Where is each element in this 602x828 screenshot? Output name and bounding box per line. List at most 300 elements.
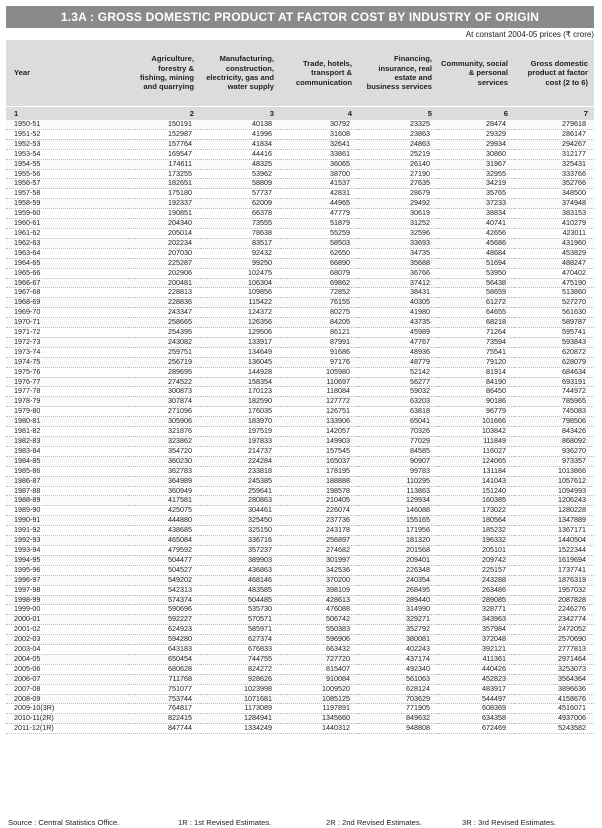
header-manufacturing: Manufacturing, construction, electricity, gas and water supply [200,40,280,107]
row-value: 202234 [128,238,200,248]
row-value: 352792 [358,625,438,635]
row-value: 4158676 [514,694,594,704]
row-value: 78638 [200,228,280,238]
row-value: 44965 [280,199,358,209]
row-value: 226074 [280,506,358,516]
row-value: 84190 [438,377,514,387]
row-year: 1976-77 [6,377,128,387]
row-value: 91686 [280,347,358,357]
row-value: 847744 [128,724,200,734]
row-value: 113863 [358,486,438,496]
row-value: 1284941 [200,714,280,724]
row-value: 357984 [438,625,514,635]
row-year: 1973-74 [6,347,128,357]
row-year: 1962-63 [6,238,128,248]
row-value: 175180 [128,189,200,199]
table-row [6,308,594,318]
row-value: 31967 [438,159,514,169]
row-value: 425075 [128,506,200,516]
row-value: 680628 [128,664,200,674]
row-year: 2000-01 [6,615,128,625]
table-row [6,209,594,219]
row-year: 2004-05 [6,654,128,664]
row-value: 183970 [200,417,280,427]
row-value: 4516071 [514,704,594,714]
row-value: 58809 [200,179,280,189]
row-value: 146088 [358,506,438,516]
row-value: 144928 [200,367,280,377]
table-row [6,248,594,258]
row-value: 2971464 [514,654,594,664]
row-year: 1972-73 [6,337,128,347]
header-agriculture: Agriculture, forestry & fishing, mining and quarrying [128,40,200,107]
row-year: 1951-52 [6,129,128,139]
row-value: 31608 [280,129,358,139]
row-value: 105980 [280,367,358,377]
row-value: 289085 [438,595,514,605]
column-number: 3 [200,107,280,121]
row-value: 42656 [438,228,514,238]
row-value: 301997 [280,555,358,565]
row-value: 693191 [514,377,594,387]
row-value: 224284 [200,456,280,466]
row-value: 109856 [200,288,280,298]
row-value: 55259 [280,228,358,238]
row-value: 268495 [358,585,438,595]
row-value: 35765 [438,189,514,199]
table-row [6,466,594,476]
row-value: 798506 [514,417,594,427]
row-value: 76155 [280,298,358,308]
row-value: 150191 [128,120,200,129]
row-value: 506742 [280,615,358,625]
row-year: 2007-08 [6,684,128,694]
row-value: 32955 [438,169,514,179]
row-value: 33693 [358,238,438,248]
row-value: 233818 [200,466,280,476]
row-value: 174611 [128,159,200,169]
row-value: 561063 [358,674,438,684]
source-footer [8,818,596,827]
row-value: 488247 [514,258,594,268]
row-value: 304461 [200,506,280,516]
table-row [6,278,594,288]
table-row [6,129,594,139]
row-value: 77029 [358,437,438,447]
table-row [6,387,594,397]
table-row [6,258,594,268]
row-value: 676833 [200,645,280,655]
row-value: 210405 [280,496,358,506]
row-value: 101666 [438,417,514,427]
row-value: 243288 [438,575,514,585]
row-value: 289695 [128,367,200,377]
row-value: 948808 [358,724,438,734]
row-value: 157764 [128,139,200,149]
row-value: 374948 [514,199,594,209]
row-value: 744972 [514,387,594,397]
row-value: 360230 [128,456,200,466]
row-year: 1954-55 [6,159,128,169]
row-value: 727720 [280,654,358,664]
row-value: 410279 [514,219,594,229]
row-value: 370200 [280,575,358,585]
row-value: 47767 [358,337,438,347]
row-value: 672469 [438,724,514,734]
row-value: 44416 [200,149,280,159]
row-value: 65041 [358,417,438,427]
table-row [6,427,594,437]
table-row [6,219,594,229]
row-value: 274682 [280,545,358,555]
row-value: 243082 [128,337,200,347]
row-year: 1993-94 [6,545,128,555]
row-value: 342536 [280,565,358,575]
row-year: 2005-06 [6,664,128,674]
row-value: 392121 [438,645,514,655]
row-value: 561630 [514,308,594,318]
row-year: 1985-86 [6,466,128,476]
row-value: 209401 [358,555,438,565]
row-value: 593843 [514,337,594,347]
row-value: 843426 [514,427,594,437]
row-value: 29934 [438,139,514,149]
row-value: 438685 [128,526,200,536]
row-value: 325450 [200,516,280,526]
row-value: 157545 [280,446,358,456]
row-value: 289440 [358,595,438,605]
row-value: 592227 [128,615,200,625]
table-row [6,684,594,694]
row-value: 483585 [200,585,280,595]
row-value: 753744 [128,694,200,704]
row-year: 1970-71 [6,318,128,328]
row-value: 171956 [358,526,438,536]
table-row [6,238,594,248]
row-year: 1978-79 [6,397,128,407]
row-value: 90186 [438,397,514,407]
row-value: 178195 [280,466,358,476]
row-value: 27190 [358,169,438,179]
row-value: 745083 [514,407,594,417]
row-value: 83517 [200,238,280,248]
row-value: 170123 [200,387,280,397]
table-row [6,417,594,427]
row-value: 468146 [200,575,280,585]
table-row [6,377,594,387]
row-value: 973357 [514,456,594,466]
row-value: 1013866 [514,466,594,476]
row-value: 73594 [438,337,514,347]
row-value: 124065 [438,456,514,466]
row-value: 34735 [358,248,438,258]
row-value: 198578 [280,486,358,496]
table-row [6,288,594,298]
table-row [6,506,594,516]
row-value: 48936 [358,347,438,357]
row-year: 1979-80 [6,407,128,417]
row-value: 336716 [200,536,280,546]
row-value: 544497 [438,694,514,704]
row-value: 476088 [280,605,358,615]
row-value: 1876319 [514,575,594,585]
row-value: 118084 [280,387,358,397]
row-value: 628079 [514,357,594,367]
column-number: 2 [128,107,200,121]
row-value: 27635 [358,179,438,189]
row-value: 96779 [438,407,514,417]
row-value: 465084 [128,536,200,546]
row-value: 188888 [280,476,358,486]
row-value: 1619694 [514,555,594,565]
row-value: 815407 [280,664,358,674]
row-value: 643183 [128,645,200,655]
row-year: 1969-70 [6,308,128,318]
row-value: 294267 [514,139,594,149]
row-value: 254395 [128,328,200,338]
row-value: 226348 [358,565,438,575]
row-value: 149903 [280,437,358,447]
row-value: 155165 [358,516,438,526]
row-year: 1996-97 [6,575,128,585]
row-value: 2570690 [514,635,594,645]
row-value: 115422 [200,298,280,308]
row-value: 106304 [200,278,280,288]
row-value: 37233 [438,199,514,209]
table-row [6,476,594,486]
row-value: 325431 [514,159,594,169]
source-text: Source : Central Statistics Office. [8,818,120,827]
row-value: 764817 [128,704,200,714]
row-value: 684634 [514,367,594,377]
row-year: 1991-92 [6,526,128,536]
row-value: 23863 [358,129,438,139]
row-value: 23325 [358,120,438,129]
table-row [6,536,594,546]
row-year: 1960-61 [6,219,128,229]
row-value: 129506 [200,328,280,338]
table-row [6,169,594,179]
row-value: 663432 [280,645,358,655]
row-value: 173022 [438,506,514,516]
table-row [6,328,594,338]
table-row [6,645,594,655]
row-value: 190851 [128,209,200,219]
row-value: 31252 [358,219,438,229]
row-year: 2006-07 [6,674,128,684]
row-year: 2009-10(3R) [6,704,128,714]
row-value: 28474 [438,120,514,129]
row-value: 205101 [438,545,514,555]
row-value: 1085125 [280,694,358,704]
row-value: 323862 [128,437,200,447]
row-value: 240354 [358,575,438,585]
row-value: 29492 [358,199,438,209]
table-row [6,694,594,704]
row-value: 75541 [438,347,514,357]
row-value: 30792 [280,120,358,129]
row-value: 527270 [514,298,594,308]
row-value: 354720 [128,446,200,456]
row-value: 37412 [358,278,438,288]
table-row [6,149,594,159]
row-value: 1440312 [280,724,358,734]
row-value: 205014 [128,228,200,238]
row-year: 1959-60 [6,209,128,219]
row-value: 590696 [128,605,200,615]
row-year: 1961-62 [6,228,128,238]
row-value: 417581 [128,496,200,506]
row-value: 352766 [514,179,594,189]
table-row [6,179,594,189]
row-value: 36766 [358,268,438,278]
row-value: 228813 [128,288,200,298]
row-value: 69862 [280,278,358,288]
row-value: 263486 [438,585,514,595]
row-year: 1995-96 [6,565,128,575]
row-value: 364989 [128,476,200,486]
table-row [6,228,594,238]
row-value: 173255 [128,169,200,179]
row-value: 744755 [200,654,280,664]
row-value: 160385 [438,496,514,506]
row-value: 868092 [514,437,594,447]
row-value: 48779 [358,357,438,367]
row-value: 274522 [128,377,200,387]
units-note: At constant 2004-05 prices (₹ crore) [465,30,594,39]
row-year: 1984-85 [6,456,128,466]
row-year: 1952-53 [6,139,128,149]
row-year: 1994-95 [6,555,128,565]
row-value: 92432 [200,248,280,258]
row-value: 1737741 [514,565,594,575]
table-row [6,159,594,169]
row-value: 197833 [200,437,280,447]
column-number: 6 [438,107,514,121]
row-value: 103842 [438,427,514,437]
row-value: 286147 [514,129,594,139]
row-year: 2008-09 [6,694,128,704]
row-year: 1966-67 [6,278,128,288]
row-value: 1094993 [514,486,594,496]
row-year: 1982-83 [6,437,128,447]
row-year: 1980-81 [6,417,128,427]
row-value: 574374 [128,595,200,605]
row-value: 86121 [280,328,358,338]
table-row [6,565,594,575]
row-value: 711768 [128,674,200,684]
table-row [6,367,594,377]
row-value: 64655 [438,308,514,318]
row-value: 492340 [358,664,438,674]
row-value: 124372 [200,308,280,318]
row-value: 329271 [358,615,438,625]
column-number: 7 [514,107,594,121]
row-value: 40138 [200,120,280,129]
row-value: 185232 [438,526,514,536]
row-value: 197519 [200,427,280,437]
row-value: 70326 [358,427,438,437]
row-value: 30860 [438,149,514,159]
row-value: 196332 [438,536,514,546]
row-value: 71264 [438,328,514,338]
row-value: 513860 [514,288,594,298]
row-value: 34219 [438,179,514,189]
row-value: 84205 [280,318,358,328]
row-value: 97176 [280,357,358,367]
row-value: 41996 [200,129,280,139]
row-year: 2010-11(2R) [6,714,128,724]
row-value: 362783 [128,466,200,476]
row-value: 280863 [200,496,280,506]
row-year: 1974-75 [6,357,128,367]
row-year: 1968-69 [6,298,128,308]
row-year: 1977-78 [6,387,128,397]
row-value: 440426 [438,664,514,674]
table-row [6,575,594,585]
row-value: 237736 [280,516,358,526]
table-row [6,199,594,209]
row-value: 41537 [280,179,358,189]
row-value: 58503 [280,238,358,248]
row-value: 131184 [438,466,514,476]
row-value: 126356 [200,318,280,328]
table-row [6,526,594,536]
row-value: 328771 [438,605,514,615]
row-value: 225287 [128,258,200,268]
table-row [6,555,594,565]
header-gdp: Gross domestic product at factor cost (2 to 6) [514,40,594,107]
row-value: 73555 [200,219,280,229]
row-value: 228836 [128,298,200,308]
row-value: 181320 [358,536,438,546]
row-year: 1981-82 [6,427,128,437]
row-value: 504485 [200,595,280,605]
table-row [6,664,594,674]
row-value: 1057612 [514,476,594,486]
row-value: 550383 [280,625,358,635]
row-year: 1965-66 [6,268,128,278]
row-value: 201568 [358,545,438,555]
row-value: 628124 [358,684,438,694]
row-value: 470402 [514,268,594,278]
table-row [6,298,594,308]
row-value: 214737 [200,446,280,456]
row-value: 5243582 [514,724,594,734]
row-year: 1999-00 [6,605,128,615]
row-value: 936270 [514,446,594,456]
row-value: 38834 [438,209,514,219]
table-row [6,397,594,407]
row-value: 66378 [200,209,280,219]
table-row [6,704,594,714]
row-value: 483917 [438,684,514,694]
row-value: 225157 [438,565,514,575]
row-value: 110295 [358,476,438,486]
row-value: 38700 [280,169,358,179]
row-value: 703629 [358,694,438,704]
row-value: 1206243 [514,496,594,506]
row-value: 343963 [438,615,514,625]
row-value: 504477 [128,555,200,565]
row-value: 1071681 [200,694,280,704]
row-value: 152987 [128,129,200,139]
row-value: 312177 [514,149,594,159]
row-value: 245385 [200,476,280,486]
table-body [6,120,594,734]
row-value: 90907 [358,456,438,466]
table-row [6,724,594,734]
